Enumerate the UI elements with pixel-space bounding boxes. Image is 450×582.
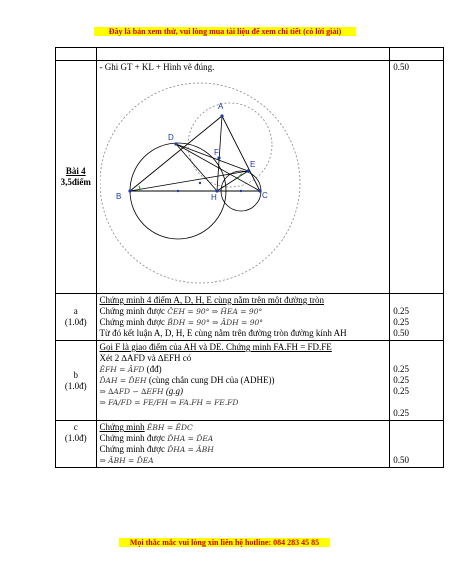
part-c-line2-math: D̂HA = D̂EA [167, 434, 214, 443]
bai4-points: 3,5điểm [60, 177, 91, 187]
part-b-score-4: 0.25 [393, 408, 410, 418]
label-C: C [261, 191, 268, 200]
label-F: F [213, 148, 219, 157]
part-c-line2-text: Chứng minh được [99, 433, 166, 443]
part-a-line2-math: B̂DH = 90° ⇒ ÂDH = 90° [167, 318, 264, 327]
part-b-line3-note: (cùng chắn cung DH của (ADHE)) [148, 375, 275, 385]
part-a-score-3: 0.50 [393, 328, 410, 338]
part-b-line5-math: ⇒ FA/FD = FE/FH ⇒ FA.FH = FE.FD [99, 398, 239, 407]
part-b-score-3: 0.25 [393, 386, 410, 396]
part-a-content [96, 294, 390, 341]
part-b-line1: Xét 2 ∆AFD và ∆EFH có [99, 353, 192, 363]
part-b-score-1: 0.25 [393, 364, 410, 374]
part-a-line1-math: ĈEH = 90° ⇒ ĤEA = 90° [167, 307, 263, 316]
part-c-label: c [73, 422, 78, 432]
part-b-points: (1.0đ) [64, 380, 87, 391]
label-B: B [115, 192, 121, 201]
part-c-line1-text: Chứng minh [99, 422, 145, 432]
bai4-label: Bài 4 [65, 166, 86, 176]
geometry-figure [100, 73, 383, 289]
part-a-row [56, 294, 444, 341]
part-b-score-2: 0.25 [393, 375, 410, 385]
part-a-line2-text: Chứng minh được [99, 317, 166, 327]
bai4-figure-cell [96, 61, 390, 294]
part-c-score: 0.50 [393, 455, 410, 465]
grading-table [55, 47, 444, 468]
label-D: D [167, 133, 174, 142]
part-b-label-cell [56, 341, 97, 421]
part-c-line3-math: D̂HA = ÂBH [167, 445, 214, 454]
bai4-label-cell [56, 61, 97, 294]
hotline-banner: Mọi thắc mắc vui lòng xin liên hệ hotline: 084 283 45 85 [119, 538, 330, 547]
part-c-row [56, 421, 444, 468]
table-header-row [56, 48, 444, 61]
part-b-content [96, 341, 390, 421]
part-c-line3-text: Chứng minh được [99, 444, 166, 454]
label-H: H [210, 193, 217, 202]
part-b-line2-note: (đđ) [146, 364, 162, 374]
part-c-content [96, 421, 390, 468]
label-A: A [217, 102, 223, 111]
part-b-line3-math: D̂AH = D̂EH [99, 376, 147, 385]
part-c-label-cell [56, 421, 97, 468]
part-c-scores [390, 421, 444, 468]
part-a-conclusion: Từ đó kết luận A, D, H, E cùng nằm trên đường tròn đường kính AH [99, 328, 347, 338]
part-b-line4-note: (g.g) [165, 386, 184, 396]
part-a-line1-text: Chứng minh được [99, 306, 166, 316]
part-b-line4-math: ⇒ ∆AFD ∽ ∆EFH [99, 387, 164, 396]
part-a-points: (1.0đ) [64, 317, 87, 327]
part-b-row [56, 341, 444, 421]
label-E: E [249, 160, 255, 169]
part-a-label-cell [56, 294, 97, 341]
preview-notice-banner: Đây là bản xem thử, vui lòng mua tài liệu để xem chi tiết (có lời giải) [94, 27, 356, 36]
part-b-line2-math: ÊFH = ÂFD [99, 365, 145, 374]
part-c-line1-math: ÊBH = ÊDC [146, 423, 193, 432]
bai4-intro-row [56, 61, 444, 294]
part-c-points: (1.0đ) [64, 433, 87, 443]
part-a-score-2: 0.25 [393, 317, 410, 327]
part-a-scores [390, 294, 444, 341]
part-a-score-1: 0.25 [393, 306, 410, 316]
part-b-scores [390, 341, 444, 421]
part-a-title: Chứng minh 4 điểm A, D, H, E cùng nằm trên một đường tròn [99, 295, 325, 305]
part-b-title: Gọi F là giao điểm của AH và DE. Chứng minh FA.FH = FD.FE [99, 342, 332, 352]
part-c-line4-math: ⇒ ÂBH = D̂EA [99, 456, 154, 465]
bai4-intro-text: - Ghi GT + KL + Hình vẽ đúng. [99, 62, 215, 72]
part-b-label: b [73, 369, 78, 380]
bai4-intro-score: 0.50 [393, 62, 410, 72]
part-a-label: a [73, 306, 78, 316]
